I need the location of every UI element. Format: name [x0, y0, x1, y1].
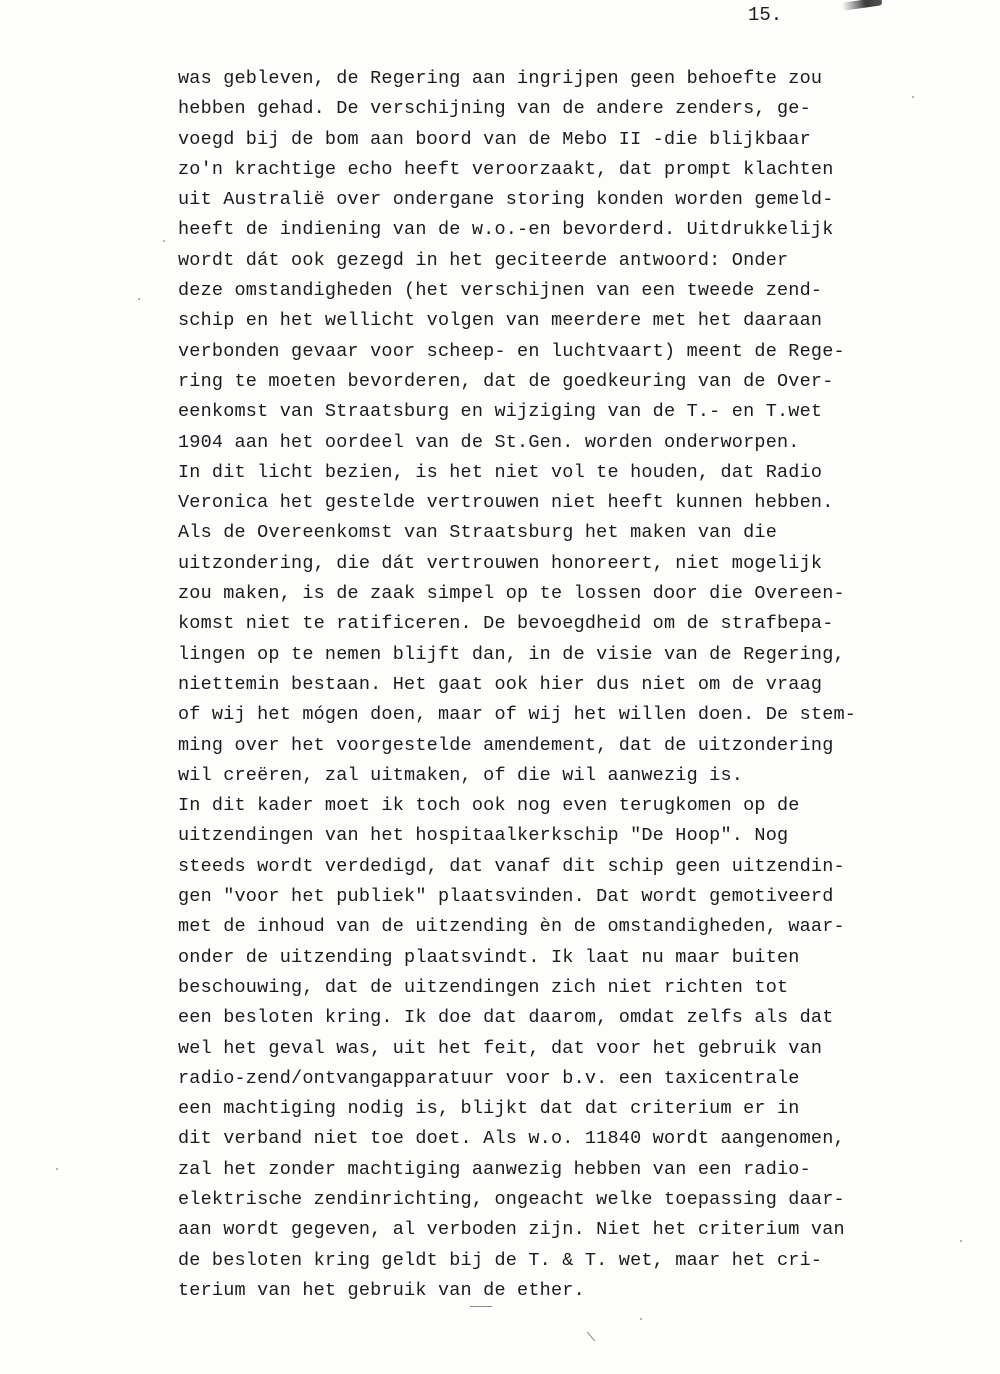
text-line: verbonden gevaar voor scheep- en luchtvaart) meent de Rege-	[178, 340, 845, 362]
text-line: of wij het mógen doen, maar of wij het willen doen. De stem-	[178, 704, 857, 726]
text-line: zo'n krachtige echo heeft veroorzaakt, dat prompt klachten	[178, 158, 834, 180]
page-number: 15.	[748, 4, 783, 26]
scan-scratch	[470, 1306, 492, 1307]
scan-speck	[912, 96, 914, 98]
text-line: uitzendingen van het hospitaalkerkschip "De Hoop". Nog	[178, 825, 789, 847]
text-line: beschouwing, dat de uitzendingen zich niet richten tot	[178, 976, 789, 998]
text-line: steeds wordt verdedigd, dat vanaf dit schip geen uitzendin-	[178, 855, 845, 877]
text-line: gen "voor het publiek" plaatsvinden. Dat wordt gemotiveerd	[178, 886, 834, 908]
text-line: In dit kader moet ik toch ook nog even terugkomen op de	[178, 795, 800, 817]
scan-scratch	[587, 1332, 595, 1342]
text-line: was gebleven, de Regering aan ingrijpen geen behoefte zou	[178, 68, 823, 89]
text-line: Veronica het gestelde vertrouwen niet heeft kunnen hebben.	[178, 492, 834, 514]
text-line: komst niet te ratificeren. De bevoegdheid om de strafbepa-	[178, 613, 834, 635]
text-line: wil creëren, zal uitmaken, of die wil aanwezig is.	[178, 764, 744, 786]
text-line: de besloten kring geldt bij de T. & T. wet, maar het cri-	[178, 1249, 823, 1271]
text-line: In dit licht bezien, is het niet vol te houden, dat Radio	[178, 461, 823, 483]
text-line: aan wordt gegeven, al verboden zijn. Niet het criterium van	[178, 1219, 845, 1241]
text-line: dit verband niet toe doet. Als w.o. 11840 wordt aangenomen,	[178, 1128, 845, 1150]
text-line: eenkomst van Straatsburg en wijziging van de T.- en T.wet	[178, 401, 823, 423]
text-line: radio-zend/ontvangapparatuur voor b.v. een taxicentrale	[178, 1067, 800, 1089]
text-line: wel het geval was, uit het feit, dat voor het gebruik van	[178, 1037, 823, 1059]
text-line: niettemin bestaan. Het gaat ook hier dus niet om de vraag	[178, 673, 823, 695]
body-text	[178, 64, 938, 1306]
text-line: schip en het wellicht volgen van meerdere met het daaraan	[178, 310, 823, 332]
scan-speck	[138, 298, 140, 300]
text-line: uitzondering, die dát vertrouwen honoreert, niet mogelijk	[178, 552, 823, 574]
scan-speck	[163, 240, 165, 242]
text-line: heeft de indiening van de w.o.-en bevorderd. Uitdrukkelijk	[178, 219, 834, 241]
text-line: terium van het gebruik van de ether.	[178, 1279, 585, 1301]
scan-speck	[56, 1168, 58, 1170]
text-line: voegd bij de bom aan boord van de Mebo II -die blijkbaar	[178, 128, 811, 150]
text-line: deze omstandigheden (het verschijnen van een tweede zend-	[178, 280, 823, 302]
text-line: Als de Overeenkomst van Straatsburg het maken van die	[178, 522, 777, 544]
text-line: hebben gehad. De verschijning van de andere zenders, ge-	[178, 98, 811, 120]
text-line: ring te moeten bevorderen, dat de goedkeuring van de Over-	[178, 370, 834, 392]
text-line: elektrische zendinrichting, ongeacht welke toepassing daar-	[178, 1188, 845, 1210]
text-line: zal het zonder machtiging aanwezig hebben van een radio-	[178, 1158, 811, 1180]
text-line: ming over het voorgestelde amendement, dat de uitzondering	[178, 734, 834, 756]
scan-speck	[640, 1318, 642, 1320]
text-line: 1904 aan het oordeel van de St.Gen. worden onderworpen.	[178, 431, 800, 453]
text-line: een besloten kring. Ik doe dat daarom, omdat zelfs als dat	[178, 1007, 834, 1029]
text-line: uit Australië over ondergane storing konden worden gemeld-	[178, 189, 834, 211]
text-line: met de inhoud van de uitzending èn de omstandigheden, waar-	[178, 916, 845, 938]
text-line: wordt dát ook gezegd in het geciteerde antwoord: Onder	[178, 249, 789, 271]
text-line: zou maken, is de zaak simpel op te lossen door die Overeen-	[178, 583, 845, 605]
text-line: onder de uitzending plaatsvindt. Ik laat nu maar buiten	[178, 946, 800, 968]
corner-smudge	[842, 0, 883, 11]
scan-speck	[960, 1240, 962, 1242]
text-line: lingen op te nemen blijft dan, in de visie van de Regering,	[178, 643, 845, 665]
text-line: een machtiging nodig is, blijkt dat dat criterium er in	[178, 1098, 800, 1120]
